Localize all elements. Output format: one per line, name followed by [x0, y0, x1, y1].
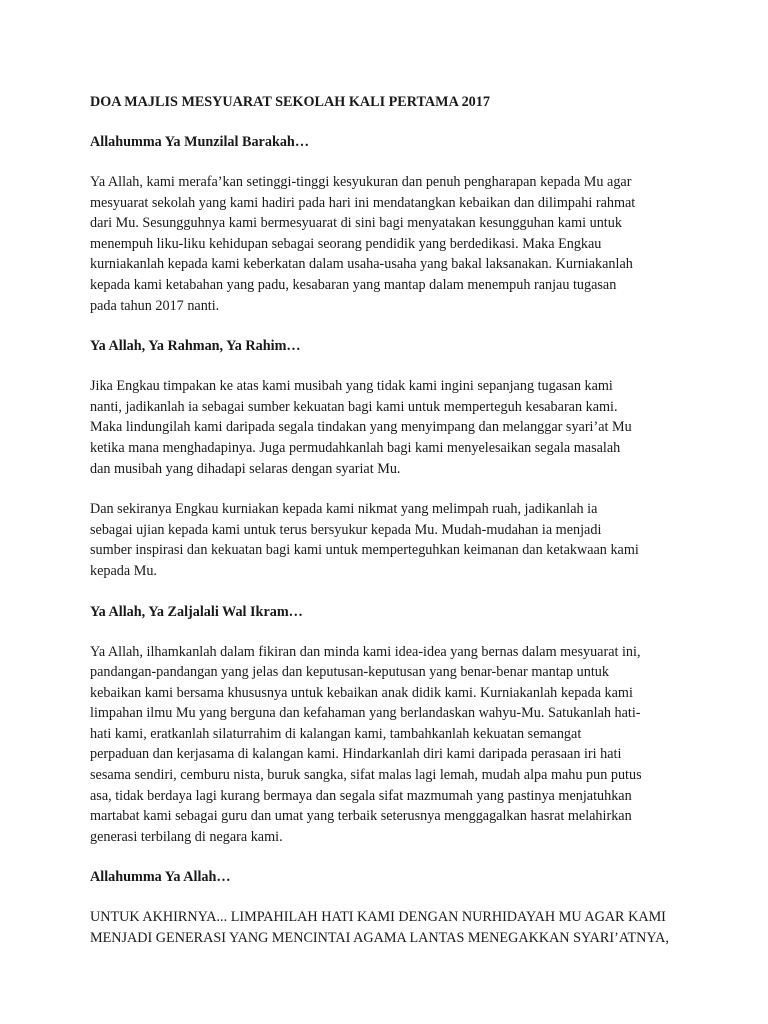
paragraph-line: perpaduan dan kerjasama di kalangan kami. Hindarkanlah diri kami daripada perasaan iri hati: [90, 746, 622, 763]
paragraph-line: sumber inspirasi dan kekuatan bagi kami untuk memperteguhkan keimanan dan ketakwaan kami: [90, 542, 639, 559]
paragraph-line: Ya Allah, ilhamkanlah dalam fikiran dan minda kami idea-idea yang bernas dalam mesyuarat ini,: [90, 643, 641, 660]
document-title: DOA MAJLIS MESYUARAT SEKOLAH KALI PERTAMA 2017: [90, 94, 490, 110]
paragraph-line: Dan sekiranya Engkau kurniakan kepada kami nikmat yang melimpah ruah, jadikanlah ia: [90, 501, 598, 518]
paragraph-line: asa, tidak berdaya lagi kurang bermaya dan segala sifat mazmumah yang pastinya menjatuhkan: [90, 787, 632, 804]
paragraph-line: kepada Mu.: [90, 562, 157, 579]
paragraph-line: mesyuarat sekolah yang kami hadiri pada hari ini mendatangkan kebaikan dan dilimpahi rahmat: [90, 194, 636, 211]
body-paragraph: [90, 499, 682, 581]
paragraph-line: Jika Engkau timpakan ke atas kami musibah yang tidak kami ingini sepanjang tugasan kami: [90, 378, 613, 395]
paragraph-line: kurniakanlah kepada kami keberkatan dalam usaha-usaha yang bakal laksanakan. Kurniakanlah: [90, 256, 633, 273]
paragraph-line: nanti, jadikanlah ia sebagai sumber kekuatan bagi kami untuk memperteguh kesabaran kami.: [90, 398, 618, 415]
paragraph-line: Ya Allah, kami merafa’kan setinggi-tinggi kesyukuran dan penuh pengharapan kepada Mu agar: [90, 174, 632, 190]
paragraph-line: kepada kami ketabahan yang padu, kesabaran yang mantap dalam menempuh ranjau tugasan: [90, 276, 617, 293]
paragraph-line: pada tahun 2017 nanti.: [90, 297, 220, 314]
paragraph-line: kebaikan kami bersama khususnya untuk kebaikan anak didik kami. Kurniakanlah kepada kami: [90, 684, 633, 701]
body-paragraph: [90, 172, 682, 316]
paragraph-line: martabat kami sebagai guru dan umat yang terbaik seterusnya menggagalkan hasrat melahirkan: [90, 808, 632, 825]
section-heading: Allahumma Ya Allah…: [90, 869, 231, 886]
paragraph-line: ketika mana menghadapinya. Juga permudahkanlah bagi kami menyelesaikan segala masalah: [90, 439, 621, 456]
paragraph-line: hati kami, eratkanlah silaturrahim di kalangan kami, tambahkanlah kekuatan semangat: [90, 725, 582, 742]
paragraph-line: menempuh liku-liku kehidupan sebagai seorang pendidik yang berdedikasi. Maka Engkau: [90, 235, 602, 252]
paragraph-line: dan musibah yang dihadapi selaras dengan syariat Mu.: [90, 460, 401, 477]
paragraph-line: MENJADI GENERASI YANG MENCINTAI AGAMA LANTAS MENEGAKKAN SYARI’ATNYA,: [90, 930, 669, 947]
paragraph-line: limpahan ilmu Mu yang berguna dan kefahaman yang berlandaskan wahyu-Mu. Satukanlah hati-: [90, 705, 641, 722]
section-heading: Ya Allah, Ya Zaljalali Wal Ikram…: [90, 603, 303, 620]
section-heading: Ya Allah, Ya Rahman, Ya Rahim…: [90, 338, 301, 355]
paragraph-line: pandangan-pandangan yang jelas dan keputusan-keputusan yang benar-benar mantap untuk: [90, 664, 609, 681]
paragraph-line: Maka lindungilah kami daripada segala tindakan yang menyimpang dan melanggar syari’at Mu: [90, 419, 632, 436]
document-page: [90, 92, 682, 969]
body-paragraph: [90, 376, 682, 479]
paragraph-line: dari Mu. Sesungguhnya kami bermesyuarat di sini bagi menyatakan kesungguhan kami untuk: [90, 215, 622, 232]
paragraph-line: generasi terbilang di negara kami.: [90, 828, 283, 845]
paragraph-line: UNTUK AKHIRNYA... LIMPAHILAH HATI KAMI DENGAN NURHIDAYAH MU AGAR KAMI: [90, 909, 666, 926]
paragraph-line: sebagai ujian kepada kami untuk terus bersyukur kepada Mu. Mudah-mudahan ia menjadi: [90, 521, 602, 538]
paragraph-line: sesama sendiri, cemburu nista, buruk sangka, sifat malas lagi lemah, mudah alpa mahu pun putus: [90, 767, 642, 784]
section-heading: Allahumma Ya Munzilal Barakah…: [90, 134, 310, 150]
body-paragraph: [90, 907, 682, 948]
body-paragraph: [90, 642, 682, 848]
document-body: [90, 132, 682, 949]
